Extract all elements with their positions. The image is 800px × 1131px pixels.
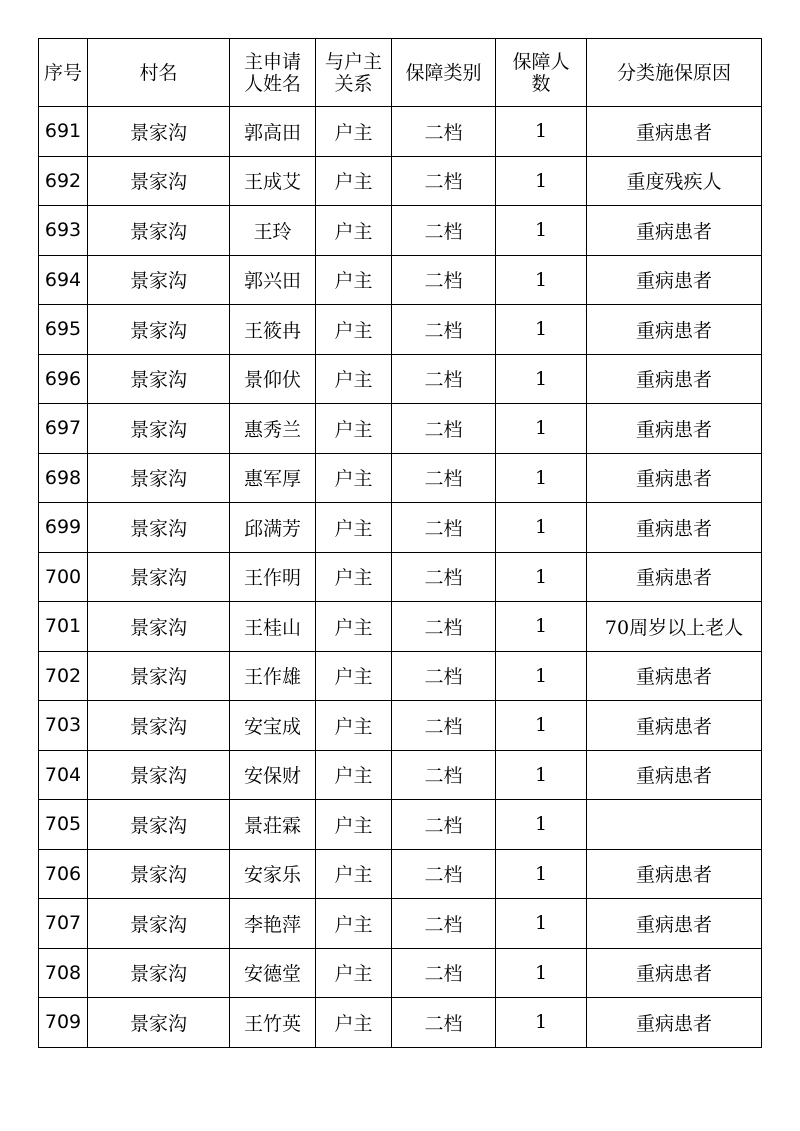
cell-village: 景家沟 [88, 255, 230, 305]
cell-no: 705 [39, 800, 88, 850]
cell-category: 二档 [392, 948, 496, 998]
cell-village: 景家沟 [88, 305, 230, 355]
cell-category: 二档 [392, 849, 496, 899]
cell-count: 1 [496, 750, 587, 800]
header-count-text: 保障人 数 [512, 50, 570, 95]
cell-relation: 户主 [316, 750, 392, 800]
cell-applicant-name: 王桂山 [230, 602, 316, 652]
cell-reason: 重病患者 [587, 998, 762, 1048]
table-row [39, 948, 762, 998]
table-row [39, 552, 762, 602]
table-row [39, 998, 762, 1048]
cell-category: 二档 [392, 552, 496, 602]
table-row [39, 602, 762, 652]
cell-applicant-name: 郭高田 [230, 107, 316, 157]
cell-count: 1 [496, 354, 587, 404]
cell-no: 700 [39, 552, 88, 602]
table-row [39, 305, 762, 355]
cell-reason: 重病患者 [587, 849, 762, 899]
cell-applicant-name: 王作明 [230, 552, 316, 602]
cell-relation: 户主 [316, 305, 392, 355]
cell-count: 1 [496, 998, 587, 1048]
cell-village: 景家沟 [88, 849, 230, 899]
table-row [39, 849, 762, 899]
cell-category: 二档 [392, 750, 496, 800]
cell-count: 1 [496, 899, 587, 949]
roster-table [38, 38, 762, 1048]
cell-village: 景家沟 [88, 750, 230, 800]
cell-count: 1 [496, 453, 587, 503]
cell-reason: 重病患者 [587, 552, 762, 602]
cell-village: 景家沟 [88, 453, 230, 503]
cell-village: 景家沟 [88, 503, 230, 553]
header-reason: 分类施保原因 [587, 39, 762, 107]
cell-relation: 户主 [316, 899, 392, 949]
cell-village: 景家沟 [88, 107, 230, 157]
cell-category: 二档 [392, 404, 496, 454]
cell-applicant-name: 安保财 [230, 750, 316, 800]
table-row [39, 354, 762, 404]
cell-applicant-name: 王竹英 [230, 998, 316, 1048]
cell-no: 696 [39, 354, 88, 404]
table-row [39, 701, 762, 751]
cell-relation: 户主 [316, 255, 392, 305]
table-row [39, 107, 762, 157]
table-row [39, 156, 762, 206]
table-row [39, 206, 762, 256]
cell-village: 景家沟 [88, 998, 230, 1048]
cell-village: 景家沟 [88, 354, 230, 404]
cell-no: 697 [39, 404, 88, 454]
cell-relation: 户主 [316, 849, 392, 899]
cell-count: 1 [496, 305, 587, 355]
cell-count: 1 [496, 849, 587, 899]
cell-applicant-name: 王玲 [230, 206, 316, 256]
cell-count: 1 [496, 206, 587, 256]
cell-applicant-name: 惠秀兰 [230, 404, 316, 454]
cell-no: 699 [39, 503, 88, 553]
cell-relation: 户主 [316, 800, 392, 850]
cell-count: 1 [496, 156, 587, 206]
cell-reason: 重病患者 [587, 948, 762, 998]
cell-no: 701 [39, 602, 88, 652]
cell-applicant-name: 惠军厚 [230, 453, 316, 503]
roster-body [39, 107, 762, 1048]
cell-applicant-name: 李艳萍 [230, 899, 316, 949]
cell-reason: 重度残疾人 [587, 156, 762, 206]
cell-no: 704 [39, 750, 88, 800]
cell-category: 二档 [392, 206, 496, 256]
cell-category: 二档 [392, 602, 496, 652]
cell-relation: 户主 [316, 156, 392, 206]
cell-reason: 重病患者 [587, 701, 762, 751]
cell-reason [587, 800, 762, 850]
cell-village: 景家沟 [88, 701, 230, 751]
cell-relation: 户主 [316, 404, 392, 454]
cell-reason: 重病患者 [587, 354, 762, 404]
cell-reason: 重病患者 [587, 651, 762, 701]
header-village: 村名 [88, 39, 230, 107]
cell-no: 695 [39, 305, 88, 355]
table-row [39, 404, 762, 454]
cell-reason: 重病患者 [587, 107, 762, 157]
cell-category: 二档 [392, 503, 496, 553]
cell-no: 707 [39, 899, 88, 949]
cell-count: 1 [496, 602, 587, 652]
cell-relation: 户主 [316, 998, 392, 1048]
header-applicant-name [230, 39, 316, 107]
cell-category: 二档 [392, 156, 496, 206]
cell-reason: 重病患者 [587, 899, 762, 949]
cell-village: 景家沟 [88, 651, 230, 701]
cell-category: 二档 [392, 800, 496, 850]
cell-relation: 户主 [316, 354, 392, 404]
cell-village: 景家沟 [88, 404, 230, 454]
cell-village: 景家沟 [88, 156, 230, 206]
cell-no: 691 [39, 107, 88, 157]
header-applicant-name-text: 主申请 人姓名 [243, 50, 301, 95]
header-relation [316, 39, 392, 107]
cell-no: 706 [39, 849, 88, 899]
cell-applicant-name: 王成艾 [230, 156, 316, 206]
cell-category: 二档 [392, 701, 496, 751]
cell-reason: 重病患者 [587, 453, 762, 503]
cell-no: 703 [39, 701, 88, 751]
cell-category: 二档 [392, 305, 496, 355]
cell-applicant-name: 安宝成 [230, 701, 316, 751]
cell-no: 709 [39, 998, 88, 1048]
cell-relation: 户主 [316, 602, 392, 652]
header-category: 保障类别 [392, 39, 496, 107]
cell-village: 景家沟 [88, 948, 230, 998]
cell-relation: 户主 [316, 453, 392, 503]
cell-category: 二档 [392, 998, 496, 1048]
cell-applicant-name: 景荘霖 [230, 800, 316, 850]
cell-category: 二档 [392, 651, 496, 701]
cell-village: 景家沟 [88, 552, 230, 602]
cell-no: 693 [39, 206, 88, 256]
cell-reason: 重病患者 [587, 750, 762, 800]
cell-applicant-name: 安德堂 [230, 948, 316, 998]
cell-reason: 重病患者 [587, 206, 762, 256]
cell-count: 1 [496, 651, 587, 701]
cell-category: 二档 [392, 255, 496, 305]
cell-relation: 户主 [316, 107, 392, 157]
table-row [39, 800, 762, 850]
table-row [39, 503, 762, 553]
cell-category: 二档 [392, 354, 496, 404]
cell-applicant-name: 安家乐 [230, 849, 316, 899]
header-row [39, 39, 762, 107]
cell-no: 708 [39, 948, 88, 998]
table-row [39, 453, 762, 503]
cell-category: 二档 [392, 107, 496, 157]
cell-village: 景家沟 [88, 206, 230, 256]
cell-reason: 70周岁以上老人 [587, 602, 762, 652]
table-row [39, 750, 762, 800]
cell-applicant-name: 郭兴田 [230, 255, 316, 305]
cell-village: 景家沟 [88, 602, 230, 652]
cell-relation: 户主 [316, 701, 392, 751]
cell-relation: 户主 [316, 503, 392, 553]
cell-village: 景家沟 [88, 800, 230, 850]
cell-reason: 重病患者 [587, 255, 762, 305]
cell-applicant-name: 王筱冉 [230, 305, 316, 355]
cell-reason: 重病患者 [587, 404, 762, 454]
cell-count: 1 [496, 800, 587, 850]
cell-no: 702 [39, 651, 88, 701]
cell-relation: 户主 [316, 206, 392, 256]
cell-count: 1 [496, 552, 587, 602]
cell-count: 1 [496, 404, 587, 454]
table-row [39, 651, 762, 701]
cell-village: 景家沟 [88, 899, 230, 949]
cell-no: 698 [39, 453, 88, 503]
cell-reason: 重病患者 [587, 305, 762, 355]
cell-applicant-name: 景仰伏 [230, 354, 316, 404]
cell-count: 1 [496, 255, 587, 305]
cell-count: 1 [496, 107, 587, 157]
cell-count: 1 [496, 948, 587, 998]
table-row [39, 255, 762, 305]
cell-category: 二档 [392, 899, 496, 949]
cell-no: 692 [39, 156, 88, 206]
cell-relation: 户主 [316, 552, 392, 602]
cell-count: 1 [496, 503, 587, 553]
header-relation-text: 与户主 关系 [324, 50, 382, 95]
cell-relation: 户主 [316, 651, 392, 701]
cell-relation: 户主 [316, 948, 392, 998]
cell-applicant-name: 王作雄 [230, 651, 316, 701]
cell-no: 694 [39, 255, 88, 305]
cell-category: 二档 [392, 453, 496, 503]
header-count [496, 39, 587, 107]
cell-applicant-name: 邱满芳 [230, 503, 316, 553]
cell-reason: 重病患者 [587, 503, 762, 553]
cell-count: 1 [496, 701, 587, 751]
header-no: 序号 [39, 39, 88, 107]
table-row [39, 899, 762, 949]
